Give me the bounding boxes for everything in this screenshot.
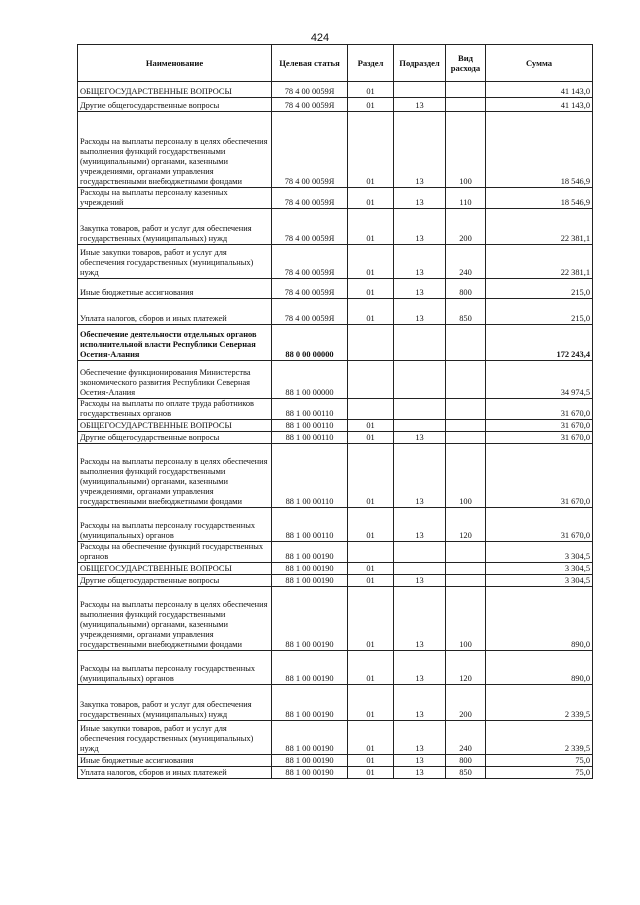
row-expense-type: 200 [446, 209, 486, 245]
row-sum: 890,0 [486, 651, 593, 685]
row-sum: 18 546,9 [486, 188, 593, 209]
row-subsection [394, 399, 446, 420]
header-target-article: Целевая статья [272, 45, 348, 82]
row-section: 01 [348, 575, 394, 587]
row-expense-type [446, 432, 486, 444]
row-sum: 2 339,5 [486, 721, 593, 755]
row-name: Иные бюджетные ассигнования [78, 279, 272, 299]
row-expense-type [446, 361, 486, 399]
row-expense-type: 800 [446, 279, 486, 299]
table-row [78, 325, 593, 361]
row-section: 01 [348, 299, 394, 325]
row-target-article: 88 1 00 00190 [272, 542, 348, 563]
row-section: 01 [348, 767, 394, 779]
header-name: Наименование [78, 45, 272, 82]
row-sum: 75,0 [486, 755, 593, 767]
row-subsection: 13 [394, 112, 446, 188]
row-name: Расходы на выплаты персоналу государственных (муниципальных) органов [78, 508, 272, 542]
row-section: 01 [348, 563, 394, 575]
row-subsection: 13 [394, 651, 446, 685]
row-section: 01 [348, 432, 394, 444]
row-expense-type: 800 [446, 755, 486, 767]
row-section [348, 361, 394, 399]
row-target-article: 88 1 00 00190 [272, 651, 348, 685]
table-row [78, 575, 593, 587]
row-target-article: 78 4 00 0059Я [272, 112, 348, 188]
table-row [78, 98, 593, 112]
table-header-row [78, 45, 593, 82]
row-name: Уплата налогов, сборов и иных платежей [78, 299, 272, 325]
row-subsection: 13 [394, 721, 446, 755]
header-sum: Сумма [486, 45, 593, 82]
row-subsection: 13 [394, 98, 446, 112]
row-section [348, 542, 394, 563]
row-subsection: 13 [394, 432, 446, 444]
row-target-article: 78 4 00 0059Я [272, 82, 348, 98]
row-target-article: 88 1 00 00190 [272, 755, 348, 767]
row-name: ОБЩЕГОСУДАРСТВЕННЫЕ ВОПРОСЫ [78, 420, 272, 432]
row-section: 01 [348, 245, 394, 279]
row-expense-type: 240 [446, 721, 486, 755]
header-subsection: Подраздел [394, 45, 446, 82]
row-subsection [394, 542, 446, 563]
row-section: 01 [348, 188, 394, 209]
row-sum: 31 670,0 [486, 432, 593, 444]
row-target-article: 88 1 00 00190 [272, 685, 348, 721]
row-expense-type [446, 563, 486, 575]
row-target-article: 88 1 00 00190 [272, 587, 348, 651]
row-sum: 18 546,9 [486, 112, 593, 188]
row-name: Иные закупки товаров, работ и услуг для обеспечения государственных (муниципальных) нужд [78, 721, 272, 755]
row-name: Другие общегосударственные вопросы [78, 432, 272, 444]
table-row [78, 444, 593, 508]
row-expense-type [446, 82, 486, 98]
row-name: Другие общегосударственные вопросы [78, 575, 272, 587]
row-sum: 172 243,4 [486, 325, 593, 361]
row-sum: 22 381,1 [486, 245, 593, 279]
row-name: Иные бюджетные ассигнования [78, 755, 272, 767]
row-expense-type: 240 [446, 245, 486, 279]
row-name: Иные закупки товаров, работ и услуг для обеспечения государственных (муниципальных) нужд [78, 245, 272, 279]
row-sum: 31 670,0 [486, 420, 593, 432]
row-sum: 22 381,1 [486, 209, 593, 245]
row-section: 01 [348, 82, 394, 98]
row-subsection: 13 [394, 299, 446, 325]
table-row [78, 755, 593, 767]
row-expense-type: 100 [446, 112, 486, 188]
row-target-article: 88 1 00 00190 [272, 721, 348, 755]
table-row [78, 245, 593, 279]
row-name: Расходы на выплаты персоналу государственных (муниципальных) органов [78, 651, 272, 685]
row-section: 01 [348, 587, 394, 651]
row-target-article: 88 1 00 00110 [272, 508, 348, 542]
row-sum: 34 974,5 [486, 361, 593, 399]
row-section: 01 [348, 279, 394, 299]
row-target-article: 78 4 00 0059Я [272, 279, 348, 299]
row-expense-type: 100 [446, 587, 486, 651]
row-target-article: 88 1 00 00110 [272, 399, 348, 420]
row-sum: 31 670,0 [486, 444, 593, 508]
table-row [78, 112, 593, 188]
row-name: Обеспечение деятельности отдельных органов исполнительной власти Республики Северная Осетия-Алания [78, 325, 272, 361]
row-subsection: 13 [394, 209, 446, 245]
row-sum: 31 670,0 [486, 508, 593, 542]
row-section: 01 [348, 420, 394, 432]
table-row [78, 299, 593, 325]
row-sum: 41 143,0 [486, 82, 593, 98]
row-expense-type: 850 [446, 299, 486, 325]
row-subsection: 13 [394, 685, 446, 721]
row-target-article: 88 1 00 00110 [272, 420, 348, 432]
row-target-article: 78 4 00 0059Я [272, 209, 348, 245]
header-expense-type: Вид расхода [446, 45, 486, 82]
row-expense-type [446, 542, 486, 563]
table-row [78, 279, 593, 299]
row-subsection: 13 [394, 188, 446, 209]
row-sum: 75,0 [486, 767, 593, 779]
table-row [78, 508, 593, 542]
table-row [78, 82, 593, 98]
table-row [78, 651, 593, 685]
row-section: 01 [348, 651, 394, 685]
row-section: 01 [348, 112, 394, 188]
row-expense-type: 100 [446, 444, 486, 508]
row-sum: 31 670,0 [486, 399, 593, 420]
row-sum: 2 339,5 [486, 685, 593, 721]
row-name: Расходы на выплаты персоналу в целях обеспечения выполнения функций государственными (муниципальными) органами, казенными учреждениями, органами управления государственными внебюджетными фондами [78, 112, 272, 188]
table-row [78, 420, 593, 432]
row-subsection: 13 [394, 245, 446, 279]
row-expense-type [446, 420, 486, 432]
table-row [78, 542, 593, 563]
row-section [348, 399, 394, 420]
row-section: 01 [348, 98, 394, 112]
row-section [348, 325, 394, 361]
row-expense-type [446, 399, 486, 420]
row-sum: 3 304,5 [486, 542, 593, 563]
row-expense-type: 110 [446, 188, 486, 209]
table-row [78, 563, 593, 575]
row-section: 01 [348, 721, 394, 755]
row-target-article: 78 4 00 0059Я [272, 299, 348, 325]
row-target-article: 88 1 00 00190 [272, 767, 348, 779]
row-subsection [394, 361, 446, 399]
row-subsection [394, 420, 446, 432]
row-subsection: 13 [394, 755, 446, 767]
row-target-article: 88 1 00 00110 [272, 444, 348, 508]
budget-table [77, 44, 593, 779]
table-row [78, 767, 593, 779]
row-subsection: 13 [394, 508, 446, 542]
row-name: Закупка товаров, работ и услуг для обеспечения государственных (муниципальных) нужд [78, 209, 272, 245]
row-target-article: 78 4 00 0059Я [272, 98, 348, 112]
table-row [78, 721, 593, 755]
row-target-article: 88 1 00 00000 [272, 361, 348, 399]
row-sum: 890,0 [486, 587, 593, 651]
row-expense-type [446, 98, 486, 112]
row-subsection: 13 [394, 279, 446, 299]
row-section: 01 [348, 755, 394, 767]
row-expense-type [446, 575, 486, 587]
table-row [78, 209, 593, 245]
row-subsection [394, 82, 446, 98]
row-subsection [394, 563, 446, 575]
row-name: Расходы на выплаты персоналу казенных учреждений [78, 188, 272, 209]
table-row [78, 361, 593, 399]
row-name: Уплата налогов, сборов и иных платежей [78, 767, 272, 779]
row-expense-type: 200 [446, 685, 486, 721]
row-expense-type: 120 [446, 651, 486, 685]
page-number: 424 [310, 32, 330, 44]
row-name: ОБЩЕГОСУДАРСТВЕННЫЕ ВОПРОСЫ [78, 82, 272, 98]
row-name: ОБЩЕГОСУДАРСТВЕННЫЕ ВОПРОСЫ [78, 563, 272, 575]
row-expense-type [446, 325, 486, 361]
row-section: 01 [348, 685, 394, 721]
row-subsection: 13 [394, 767, 446, 779]
row-name: Расходы на выплаты персоналу в целях обеспечения выполнения функций государственными (муниципальными) органами, казенными учреждениями, органами управления государственными внебюджетными фондами [78, 444, 272, 508]
table-row [78, 399, 593, 420]
row-subsection: 13 [394, 575, 446, 587]
row-sum: 215,0 [486, 299, 593, 325]
row-target-article: 88 1 00 00190 [272, 563, 348, 575]
table-row [78, 685, 593, 721]
row-sum: 3 304,5 [486, 563, 593, 575]
row-name: Расходы на выплаты по оплате труда работников государственных органов [78, 399, 272, 420]
row-sum: 41 143,0 [486, 98, 593, 112]
row-name: Закупка товаров, работ и услуг для обеспечения государственных (муниципальных) нужд [78, 685, 272, 721]
table-row [78, 587, 593, 651]
row-target-article: 88 0 00 00000 [272, 325, 348, 361]
header-section: Раздел [348, 45, 394, 82]
row-target-article: 88 1 00 00190 [272, 575, 348, 587]
row-subsection: 13 [394, 587, 446, 651]
row-section: 01 [348, 508, 394, 542]
row-target-article: 78 4 00 0059Я [272, 188, 348, 209]
row-subsection: 13 [394, 444, 446, 508]
row-section: 01 [348, 209, 394, 245]
row-name: Расходы на обеспечение функций государственных органов [78, 542, 272, 563]
row-expense-type: 850 [446, 767, 486, 779]
row-sum: 215,0 [486, 279, 593, 299]
row-subsection [394, 325, 446, 361]
table-row [78, 188, 593, 209]
row-sum: 3 304,5 [486, 575, 593, 587]
row-name: Другие общегосударственные вопросы [78, 98, 272, 112]
row-name: Расходы на выплаты персоналу в целях обеспечения выполнения функций государственными (муниципальными) органами, казенными учреждениями, органами управления государственными внебюджетными фондами [78, 587, 272, 651]
row-target-article: 78 4 00 0059Я [272, 245, 348, 279]
row-name: Обеспечение функционирования Министерства экономического развития Республики Северная Осетия-Алания [78, 361, 272, 399]
row-section: 01 [348, 444, 394, 508]
row-target-article: 88 1 00 00110 [272, 432, 348, 444]
row-expense-type: 120 [446, 508, 486, 542]
table-row [78, 432, 593, 444]
